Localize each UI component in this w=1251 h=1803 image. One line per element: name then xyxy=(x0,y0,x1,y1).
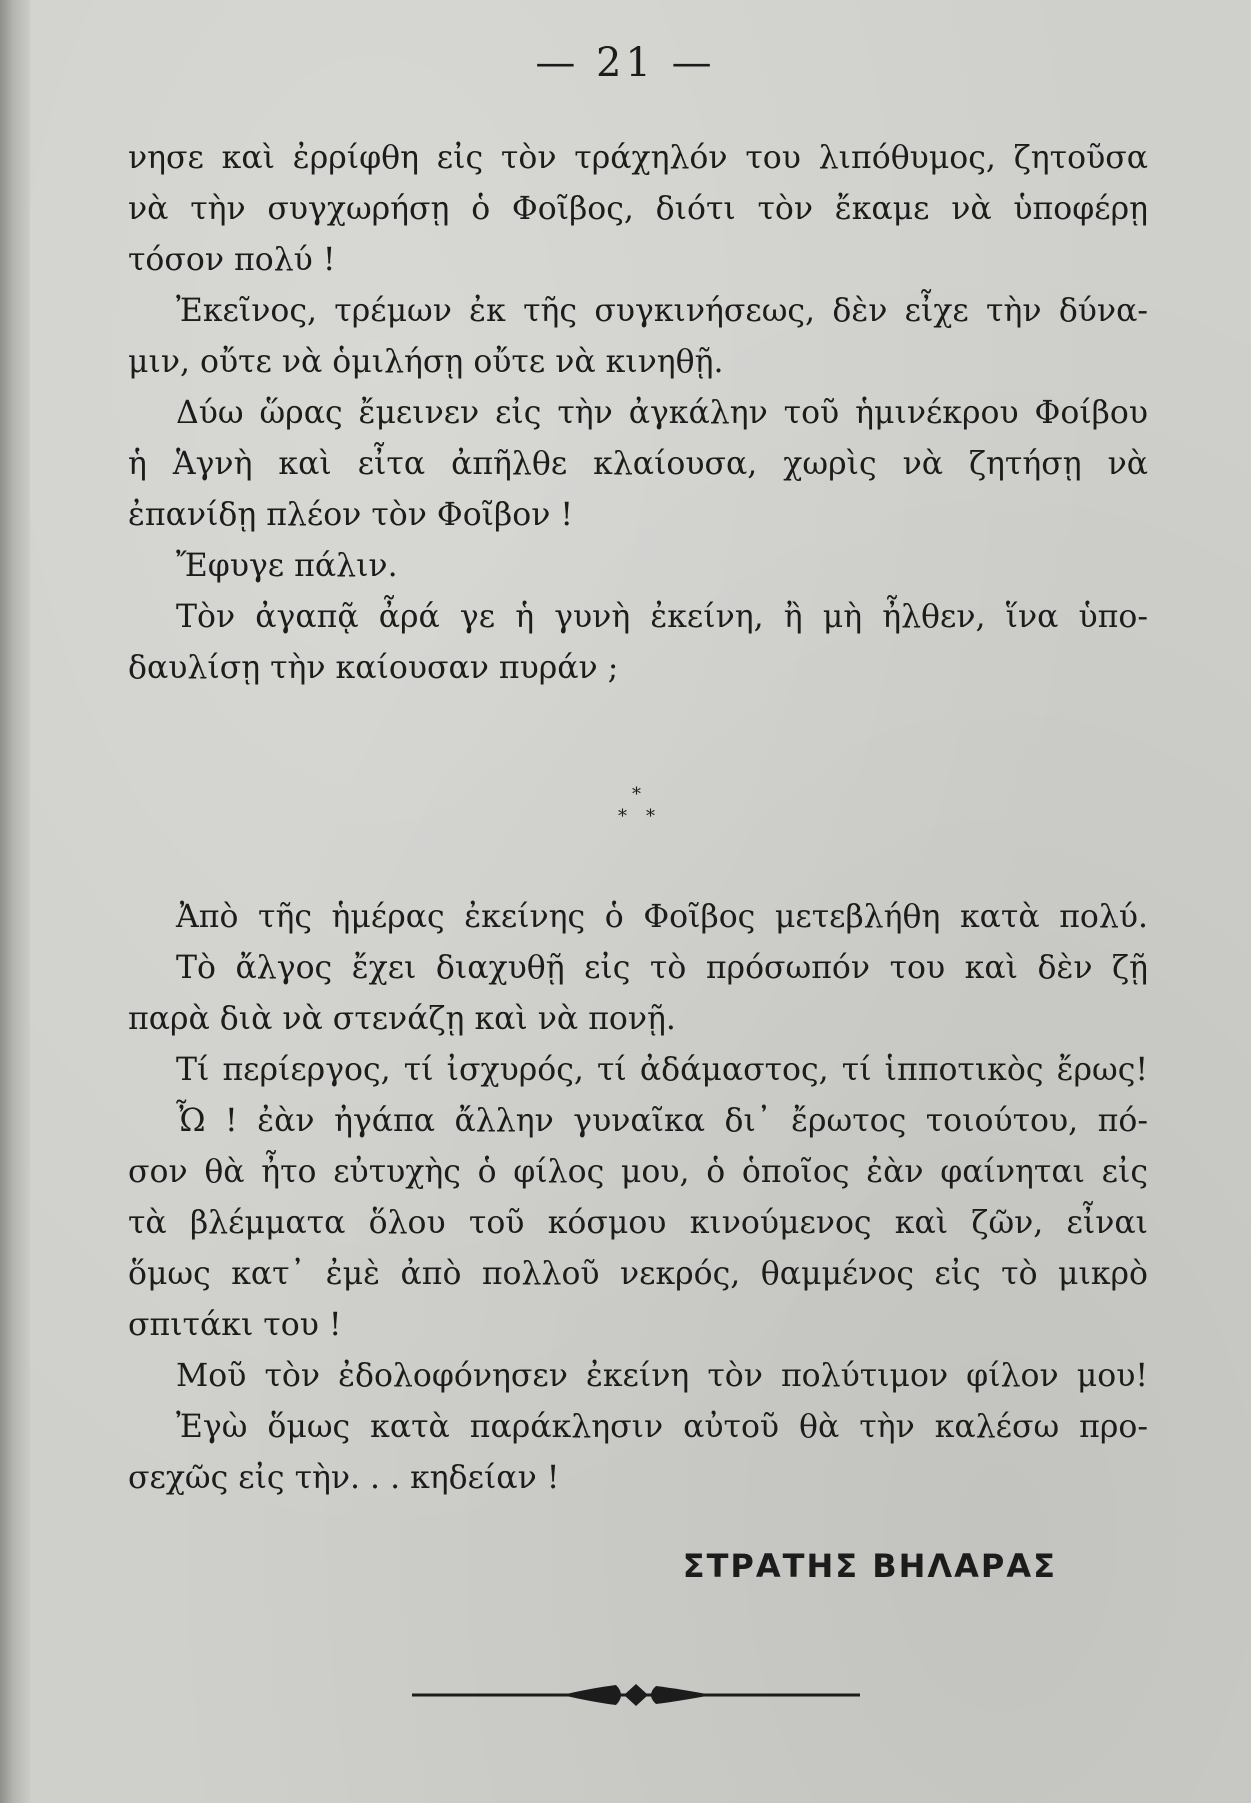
text-line: δαυλίσῃ τὴν καίουσαν πυράν ; xyxy=(128,650,619,686)
text-line: Μοῦ τὸν ἐδολοφόνησεν ἐκείνη τὸν πολύτιμον φίλον μου! xyxy=(176,1358,1148,1394)
asterism-star: * xyxy=(632,784,641,805)
text-line: Τὸν ἀγαπᾷ ἆρά γε ἡ γυνὴ ἐκείνη, ἢ μὴ ἦλθεν, ἵνα ὑπο- xyxy=(176,599,1148,635)
text-line: Ἐκεῖνος, τρέμων ἐκ τῆς συγκινήσεως, δὲν εἶχε τὴν δύνα- xyxy=(176,293,1148,329)
asterism-section-break xyxy=(0,786,1251,834)
text-line: νὰ τὴν συγχωρήσῃ ὁ Φοῖβος, διότι τὸν ἔκαμε νὰ ὑποφέρῃ xyxy=(128,191,1148,227)
text-block-lower xyxy=(128,892,1148,1504)
author-signature: ΣΤΡΑΤΗΣ ΒΗΛΑΡΑΣ xyxy=(682,1547,1057,1585)
text-line: Ἔφυγε πάλιν. xyxy=(176,548,398,584)
text-line: Ἐγὼ ὅμως κατὰ παράκλησιν αὐτοῦ θὰ τὴν καλέσω προ- xyxy=(176,1409,1148,1445)
text-line: Δύω ὥρας ἔμεινεν εἰς τὴν ἀγκάλην τοῦ ἡμινέκρου Φοίβου xyxy=(176,395,1148,431)
text-line: μιν, οὔτε νὰ ὁμιλήσῃ οὔτε νὰ κινηθῇ. xyxy=(128,344,724,380)
text-line: Τί περίεργος, τί ἰσχυρός, τί ἀδάμαστος, τί ἱπποτικὸς ἔρως! xyxy=(176,1052,1148,1088)
text-line: παρὰ διὰ νὰ στενάζῃ καὶ νὰ πονῇ. xyxy=(128,1001,676,1037)
text-block-upper xyxy=(128,133,1148,694)
text-line: Τὸ ἄλγος ἔχει διαχυθῇ εἰς τὸ πρόσωπόν του καὶ δὲν ζῇ xyxy=(176,950,1148,986)
text-line: σον θὰ ἦτο εὐτυχὴς ὁ φίλος μου, ὁ ὁποῖος ἐὰν φαίνηται εἰς xyxy=(128,1154,1148,1190)
page-number: — 21 — xyxy=(535,40,716,86)
text-line: τὰ βλέμματα ὅλου τοῦ κόσμου κινούμενος καὶ ζῶν, εἶναι xyxy=(128,1205,1148,1241)
text-line: ἡ Ἁγνὴ καὶ εἶτα ἀπῆλθε κλαίουσα, χωρὶς νὰ ζητήσῃ νὰ xyxy=(128,446,1148,482)
text-line: σπιτάκι του ! xyxy=(128,1307,342,1343)
text-line: τόσον πολύ ! xyxy=(128,242,336,278)
asterism-star: * xyxy=(646,806,655,827)
text-line: νησε καὶ ἐρρίφθη εἰς τὸν τράχηλόν του λιπόθυμος, ζητοῦσα xyxy=(128,140,1148,176)
text-line: Ἀπὸ τῆς ἡμέρας ἐκείνης ὁ Φοῖβος μετεβλήθη κατὰ πολύ. xyxy=(176,899,1148,935)
text-line: σεχῶς εἰς τὴν. . . κηδείαν ! xyxy=(128,1460,560,1496)
text-line: Ὦ ! ἐὰν ἠγάπα ἄλλην γυναῖκα δι᾽ ἔρωτος τοιούτου, πό- xyxy=(176,1103,1148,1139)
page-spine-shadow xyxy=(0,0,30,1803)
asterism-star: * xyxy=(618,806,627,827)
text-line: ὅμως κατ᾽ ἐμὲ ἀπὸ πολλοῦ νεκρός, θαμμένος εἰς τὸ μικρὸ xyxy=(128,1256,1148,1292)
text-line: ἐπανίδῃ πλέον τὸν Φοῖβον ! xyxy=(128,497,574,533)
ornamental-rule xyxy=(412,1683,860,1707)
